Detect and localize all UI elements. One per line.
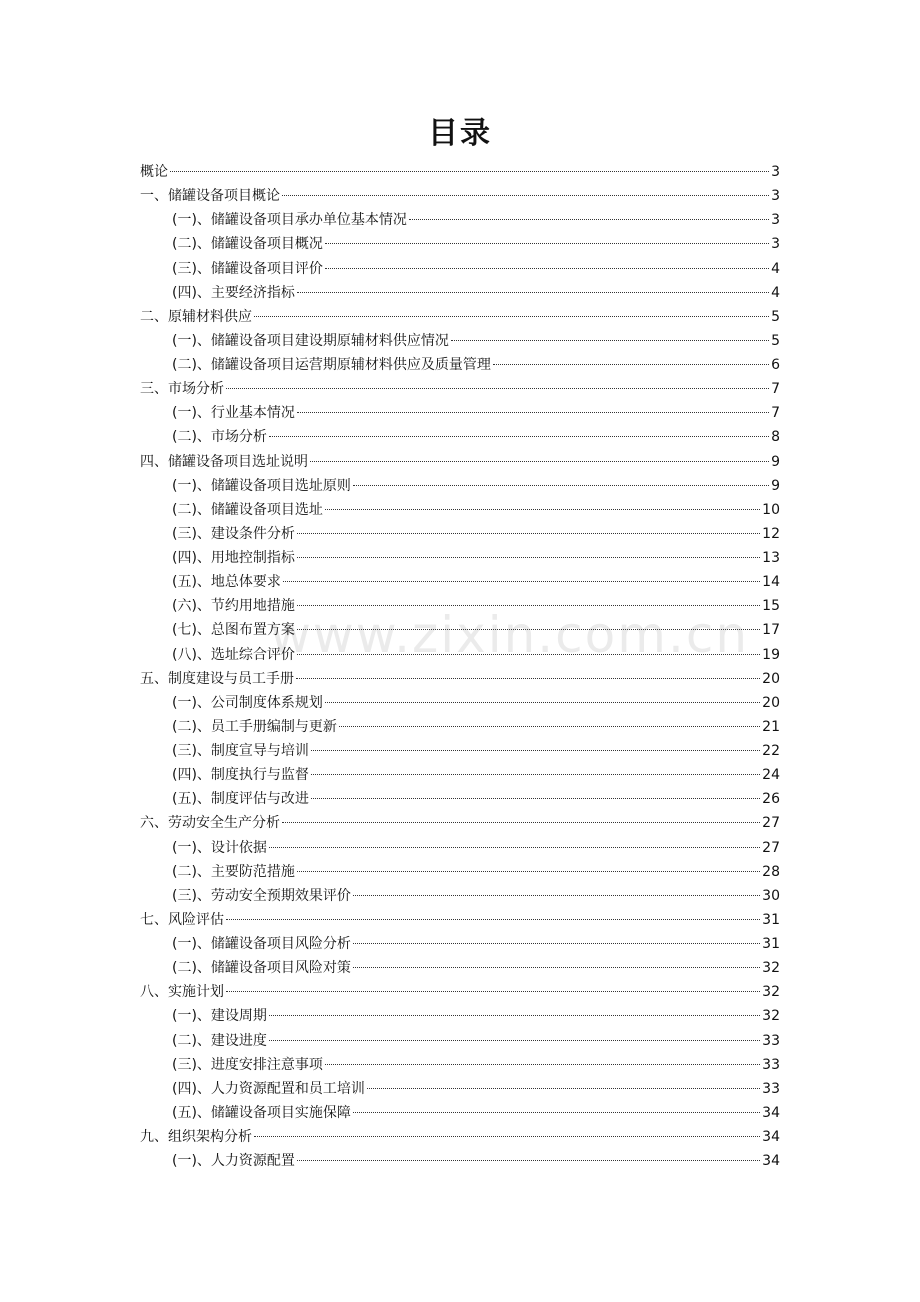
toc-dot-leader (353, 943, 760, 944)
toc-entry[interactable] (140, 425, 780, 449)
toc-entry-page-number: 10 (762, 501, 780, 518)
toc-entry[interactable] (140, 329, 780, 353)
toc-entry-page-number: 3 (771, 236, 780, 253)
toc-dot-leader (325, 268, 769, 269)
toc-entry-page-number: 27 (762, 839, 780, 856)
toc-entry-label: (一)、储罐设备项目选址原则 (172, 477, 351, 494)
toc-entry-page-number: 31 (762, 936, 780, 952)
toc-entry[interactable] (140, 546, 780, 570)
toc-dot-leader (325, 1064, 760, 1065)
toc-dot-leader (311, 750, 760, 751)
toc-entry-page-number: 15 (762, 598, 780, 615)
toc-dot-leader (170, 171, 769, 172)
toc-entry-page-number: 32 (762, 960, 780, 977)
toc-entry[interactable] (140, 257, 780, 281)
toc-entry-label: (四)、主要经济指标 (172, 284, 295, 301)
toc-dot-leader (325, 702, 760, 703)
toc-entry[interactable] (140, 474, 780, 498)
toc-entry-label: (四)、用地控制指标 (172, 550, 295, 566)
toc-entry-page-number: 21 (762, 718, 780, 735)
toc-dot-leader (269, 847, 760, 848)
toc-dot-leader (282, 195, 769, 196)
toc-entry[interactable] (140, 498, 780, 522)
toc-entry[interactable] (140, 739, 780, 763)
toc-dot-leader (283, 581, 760, 582)
toc-title: 目录 (428, 116, 492, 151)
toc-entry-page-number: 7 (771, 381, 780, 398)
toc-dot-leader (297, 412, 769, 413)
toc-entry-label: (一)、储罐设备项目承办单位基本情况 (172, 212, 407, 229)
toc-entry-label: (一)、设计依据 (172, 839, 267, 856)
toc-entry-label: (二)、主要防范措施 (172, 863, 295, 880)
toc-entry-label: 九、组织架构分析 (140, 1129, 252, 1145)
toc-entry-page-number: 32 (762, 1008, 780, 1025)
toc-entry-label: 三、市场分析 (140, 381, 224, 398)
toc-dot-leader (325, 243, 769, 244)
toc-entry[interactable] (140, 594, 780, 618)
toc-entry[interactable] (140, 1053, 780, 1077)
toc-entry-label: 概论 (140, 164, 168, 180)
toc-entry-label: (三)、建设条件分析 (172, 525, 295, 542)
toc-dot-leader (226, 991, 760, 992)
toc-entry-page-number: 3 (771, 212, 780, 229)
toc-dot-leader (311, 798, 760, 799)
toc-entry-label: (二)、建设进度 (172, 1032, 267, 1049)
toc-entry-page-number: 20 (762, 670, 780, 687)
toc-dot-leader (297, 871, 760, 872)
toc-entry-page-number: 24 (762, 767, 780, 784)
toc-dot-leader (297, 1160, 760, 1161)
toc-entry[interactable] (140, 1101, 780, 1125)
toc-entry-label: (二)、储罐设备项目运营期原辅材料供应及质量管理 (172, 357, 491, 373)
toc-dot-leader (269, 1040, 760, 1041)
toc-entry-label: (三)、储罐设备项目评价 (172, 260, 323, 277)
toc-dot-leader (269, 1015, 760, 1016)
toc-dot-leader (297, 533, 760, 534)
toc-entry-page-number: 9 (771, 453, 780, 470)
toc-entry[interactable] (140, 570, 780, 594)
toc-entry-label: (六)、节约用地措施 (172, 598, 295, 615)
toc-entry-page-number: 22 (762, 743, 780, 759)
toc-dot-leader (226, 919, 760, 920)
toc-entry[interactable] (140, 522, 780, 546)
toc-entry-label: 二、原辅材料供应 (140, 308, 252, 325)
toc-entry-label: (一)、公司制度体系规划 (172, 694, 323, 711)
toc-entry-page-number: 5 (771, 332, 780, 349)
toc-entry-page-number: 3 (771, 164, 780, 180)
toc-entry-page-number: 34 (762, 1153, 780, 1170)
toc-entry[interactable] (140, 763, 780, 787)
toc-entry-page-number: 27 (762, 815, 780, 832)
toc-entry[interactable] (140, 1029, 780, 1053)
toc-entry[interactable] (140, 305, 780, 329)
toc-entry[interactable] (140, 1004, 780, 1028)
toc-dot-leader (254, 316, 769, 317)
toc-entry-page-number: 4 (771, 284, 780, 301)
toc-entry[interactable] (140, 281, 780, 305)
toc-entry[interactable] (140, 1149, 780, 1173)
toc-entry[interactable] (140, 836, 780, 860)
toc-entry[interactable] (140, 667, 780, 691)
toc-dot-leader (367, 1088, 760, 1089)
toc-entry-page-number: 5 (771, 308, 780, 325)
toc-entry-page-number: 19 (762, 646, 780, 663)
toc-entry[interactable] (140, 377, 780, 401)
toc-entry-label: (四)、人力资源配置和员工培训 (172, 1080, 365, 1097)
toc-entry-label: (一)、储罐设备项目建设期原辅材料供应情况 (172, 332, 449, 349)
toc-entry[interactable] (140, 908, 780, 932)
toc-entry[interactable] (140, 1077, 780, 1101)
toc-dot-leader (353, 1112, 760, 1113)
toc-entry[interactable] (140, 1125, 780, 1149)
toc-entry-label: (三)、制度宣导与培训 (172, 743, 309, 759)
toc-entry-label: (五)、储罐设备项目实施保障 (172, 1104, 351, 1121)
toc-entry-page-number: 30 (762, 887, 780, 904)
toc-entry-page-number: 7 (771, 405, 780, 422)
toc-entry-label: 七、风险评估 (140, 911, 224, 928)
toc-dot-leader (353, 967, 760, 968)
toc-entry-label: (一)、储罐设备项目风险分析 (172, 936, 351, 952)
toc-entry-page-number: 13 (762, 550, 780, 566)
toc-entry-page-number: 20 (762, 694, 780, 711)
toc-entry[interactable] (140, 643, 780, 667)
toc-entry[interactable] (140, 450, 780, 474)
toc-entry-label: (五)、地总体要求 (172, 574, 281, 591)
toc-dot-leader (297, 629, 760, 630)
toc-entry-label: (八)、选址综合评价 (172, 646, 295, 663)
toc-dot-leader (409, 219, 769, 220)
toc-entry[interactable] (140, 691, 780, 715)
toc-dot-leader (254, 1136, 760, 1137)
toc-entry[interactable] (140, 932, 780, 956)
toc-entry[interactable] (140, 353, 780, 377)
toc-entry-label: (一)、行业基本情况 (172, 405, 295, 422)
toc-entry-label: (二)、储罐设备项目选址 (172, 501, 323, 518)
toc-entry-label: (五)、制度评估与改进 (172, 791, 309, 808)
watermark: www.zixin.com.cn (270, 606, 750, 664)
toc-entry-page-number: 14 (762, 574, 780, 591)
toc-dot-leader (353, 485, 769, 486)
toc-entry[interactable] (140, 787, 780, 811)
toc-entry-label: (二)、市场分析 (172, 429, 267, 446)
toc-entry-page-number: 17 (762, 622, 780, 639)
toc-dot-leader (325, 509, 760, 510)
toc-dot-leader (297, 292, 769, 293)
toc-entry[interactable] (140, 160, 780, 184)
toc-entry[interactable] (140, 980, 780, 1004)
toc-entry-page-number: 34 (762, 1104, 780, 1121)
toc-entry-page-number: 4 (771, 260, 780, 277)
toc-entry-label: (二)、员工手册编制与更新 (172, 718, 337, 735)
toc-dot-leader (269, 436, 769, 437)
toc-entry-page-number: 33 (762, 1080, 780, 1097)
toc-dot-leader (297, 557, 760, 558)
toc-entry-label: 八、实施计划 (140, 984, 224, 1001)
toc-entry-label: 一、储罐设备项目概论 (140, 188, 280, 205)
toc-dot-leader (297, 605, 760, 606)
toc-dot-leader (310, 461, 769, 462)
toc-entry-page-number: 6 (771, 357, 780, 373)
toc-entry-page-number: 3 (771, 188, 780, 205)
toc-entry[interactable] (140, 860, 780, 884)
toc-entry-label: (二)、储罐设备项目概况 (172, 236, 323, 253)
toc-entry-label: 五、制度建设与员工手册 (140, 670, 294, 687)
toc-entry-page-number: 28 (762, 863, 780, 880)
toc-entry-label: 六、劳动安全生产分析 (140, 815, 280, 832)
toc-entry-page-number: 33 (762, 1056, 780, 1073)
toc-entry-label: (二)、储罐设备项目风险对策 (172, 960, 351, 977)
toc-dot-leader (296, 678, 760, 679)
toc-dot-leader (451, 340, 769, 341)
toc-entry-page-number: 9 (771, 477, 780, 494)
toc-entry-label: (一)、人力资源配置 (172, 1153, 295, 1170)
toc-entry-page-number: 26 (762, 791, 780, 808)
toc-entry-label: (四)、制度执行与监督 (172, 767, 309, 784)
table-of-contents (140, 160, 780, 1173)
toc-entry[interactable] (140, 184, 780, 208)
toc-entry[interactable] (140, 208, 780, 232)
toc-dot-leader (353, 895, 760, 896)
toc-entry-label: (一)、建设周期 (172, 1008, 267, 1025)
toc-entry-label: 四、储罐设备项目选址说明 (140, 453, 308, 470)
toc-entry[interactable] (140, 401, 780, 425)
toc-dot-leader (493, 364, 769, 365)
toc-entry[interactable] (140, 956, 780, 980)
toc-entry-page-number: 31 (762, 911, 780, 928)
toc-entry-page-number: 12 (762, 525, 780, 542)
toc-dot-leader (282, 822, 760, 823)
toc-entry[interactable] (140, 811, 780, 835)
toc-dot-leader (226, 388, 769, 389)
toc-entry-page-number: 32 (762, 984, 780, 1001)
toc-entry[interactable] (140, 232, 780, 256)
toc-dot-leader (339, 726, 760, 727)
toc-entry[interactable] (140, 715, 780, 739)
toc-dot-leader (297, 654, 760, 655)
toc-dot-leader (311, 774, 760, 775)
toc-entry[interactable] (140, 618, 780, 642)
toc-entry[interactable] (140, 884, 780, 908)
toc-entry-page-number: 33 (762, 1032, 780, 1049)
toc-entry-label: (七)、总图布置方案 (172, 622, 295, 639)
toc-entry-page-number: 34 (762, 1129, 780, 1145)
toc-entry-label: (三)、进度安排注意事项 (172, 1056, 323, 1073)
toc-entry-page-number: 8 (771, 429, 780, 446)
toc-entry-label: (三)、劳动安全预期效果评价 (172, 887, 351, 904)
